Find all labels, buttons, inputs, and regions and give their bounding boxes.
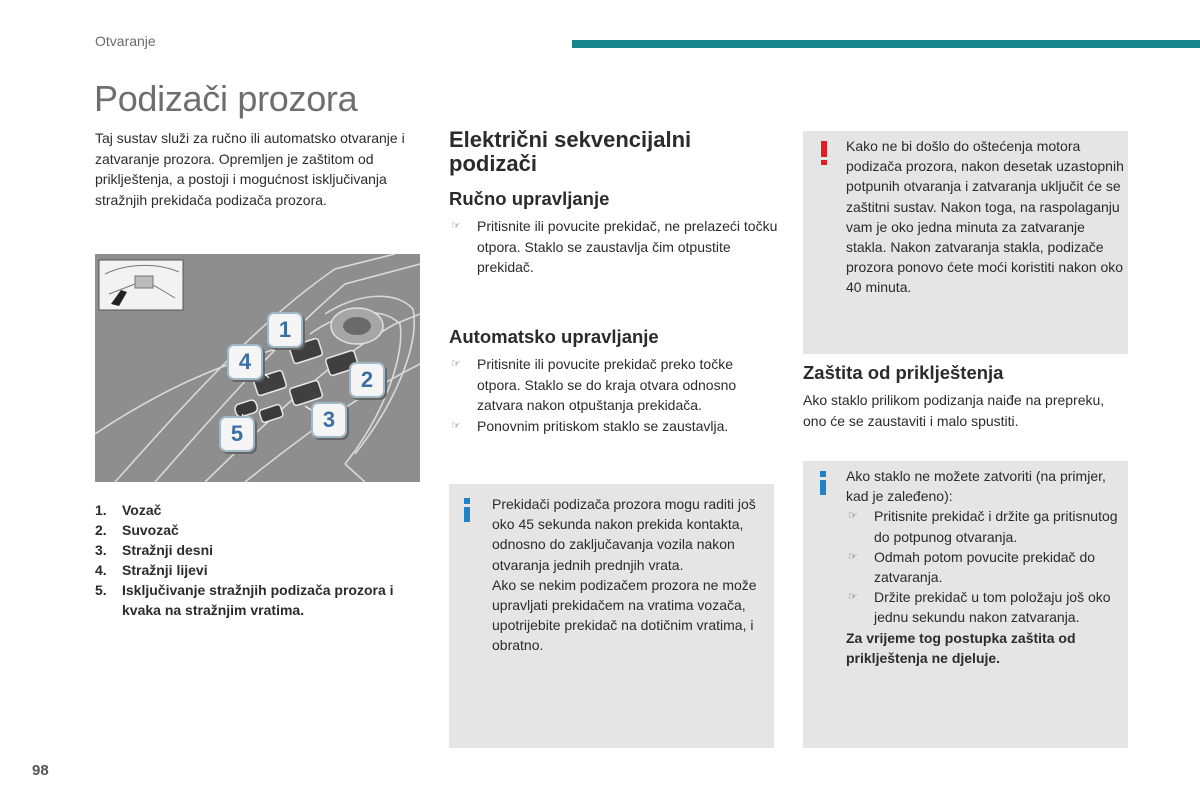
legend-item: 5. Isključivanje stražnjih podizača prozora i kvaka na stražnjim vratima.	[95, 582, 394, 618]
page-number: 98	[32, 762, 49, 779]
warning-text: Kako ne bi došlo do oštećenja motora podizača prozora, nakon desetak uzastopnih potpunih otvaranja i zatvaranja uključit će se zaštitni sustav. Nakon toga, na raspolaganju vam je oko jedna minuta za zatvaranje stakla. Nakon zatvaranja stakla, podizače prozora ponovo ćete moći koristiti nakon oko 40 minuta.	[846, 138, 1124, 296]
legend-item: 4. Stražnji lijevi	[95, 562, 208, 578]
legend-item: 1. Vozač	[95, 502, 162, 518]
list-item: ☞ Držite prekidač u tom položaju još oko jednu sekundu nakon zatvaranja.	[848, 589, 1111, 626]
callout-2	[349, 362, 385, 398]
pointing-hand-icon: ☞	[848, 550, 858, 563]
callout-4	[227, 344, 263, 380]
section-label: Otvaranje	[95, 33, 156, 49]
auto-heading: Automatsko upravljanje	[449, 326, 659, 347]
info-icon	[819, 471, 827, 495]
info-icon	[463, 498, 471, 522]
protection-heading: Zaštita od priklještenja	[803, 362, 1004, 383]
auto-list	[449, 354, 779, 436]
info-box-frozen-text: Ako staklo ne možete zatvoriti (na primjer, kad je zaleđeno): ☞ Pritisnite prekidač i držite ga pritisnutog do potpunog otvaranja. ☞ Odmah potom povucite prekidač do zatvaranja. ☞ Držite prekidač u tom položaju još oko jednu sekundu nakon zatvaranja. Za vrijeme tog postupka zaštita od priklještenja ne djeluje.	[846, 466, 1124, 668]
pointing-hand-icon: ☞	[848, 510, 858, 523]
pointing-hand-icon: ☞	[451, 419, 461, 432]
callout-1	[267, 312, 303, 348]
list-item: ☞ Pritisnite ili povucite prekidač preko točke otpora. Staklo se do kraja otvara odnosno zatvara nakon otpuštanja prekidača.	[451, 356, 737, 413]
protection-text: Ako staklo prilikom podizanja naiđe na prepreku, ono će se zaustaviti i malo spustiti.	[803, 392, 1105, 429]
manual-heading: Ručno upravljanje	[449, 188, 610, 209]
header-accent-bar	[572, 40, 1200, 48]
electric-section-title: Električni sekvencijalni podizači	[449, 127, 692, 176]
legend-item: 3. Stražnji desni	[95, 542, 214, 558]
frozen-note: Za vrijeme tog postupka zaštita od priklještenja ne djeluje.	[846, 629, 1076, 666]
callout-1-label: 1	[278, 317, 292, 342]
callout-5	[219, 416, 255, 452]
figure-legend	[95, 500, 425, 620]
warning-icon	[819, 141, 829, 165]
legend-item: 2. Suvozač	[95, 522, 179, 538]
warning-box	[803, 131, 1128, 354]
page-title: Podizači prozora	[94, 78, 358, 119]
intro-paragraph: Taj sustav služi za ručno ili automatsko otvaranje i zatvaranje prozora. Opremljen je zaštitom od priklještenja, a postoji i mogućnost isključivanja stražnjih prekidača podizača prozora.	[95, 130, 405, 208]
manual-list	[449, 216, 779, 278]
info-box-frozen	[803, 461, 1128, 748]
list-item: ☞ Pritisnite ili povucite prekidač, ne prelazeći točku otpora. Staklo se zaustavlja čim otpustite prekidač.	[451, 218, 778, 275]
callout-5-label: 5	[230, 421, 244, 446]
list-item: ☞ Odmah potom povucite prekidač do zatvaranja.	[848, 548, 1096, 586]
frozen-steps-list	[846, 506, 1124, 627]
callout-3-label: 3	[322, 407, 336, 432]
list-item: ☞ Ponovnim pritiskom staklo se zaustavlja.	[449, 416, 779, 437]
list-item: ☞ Pritisnite prekidač i držite ga pritisnutog do potpunog otvaranja.	[848, 508, 1118, 545]
window-switch-illustration	[95, 254, 420, 482]
pointing-hand-icon: ☞	[451, 358, 461, 370]
callout-3	[311, 402, 347, 438]
pointing-hand-icon: ☞	[451, 220, 461, 232]
info-box-text: Prekidači podizača prozora mogu raditi još oko 45 sekunda nakon prekida kontakta, odnosno do zaključavanja vozila nakon otvaranja jednih prednjih vrata. Ako se nekim podizačem prozora ne može upravljati prekidačem na vratima vozača, upotrijebite prekidač na dotičnim vratima, i obratno.	[492, 496, 757, 654]
callout-4-label: 4	[238, 349, 252, 374]
callout-2-label: 2	[360, 367, 374, 392]
info-box-timing	[449, 484, 774, 748]
pointing-hand-icon: ☞	[848, 591, 858, 604]
